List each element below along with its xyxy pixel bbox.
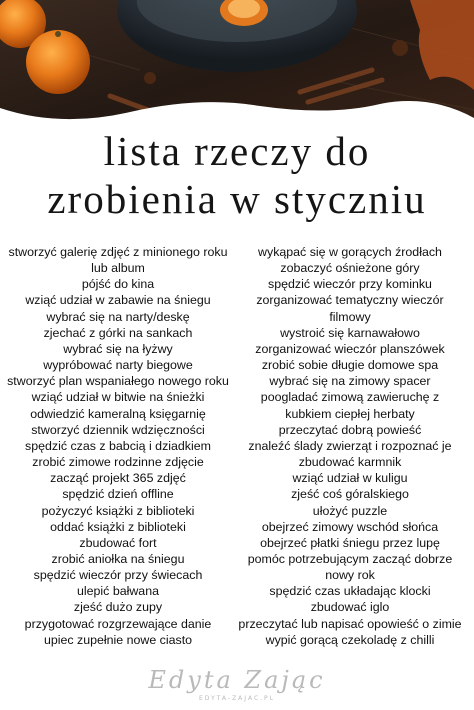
list-item: przygotować rozgrzewające danie — [24, 616, 212, 631]
list-item: wybrać się na narty/deskę — [46, 309, 190, 324]
list-item: spędzić dzień offline — [62, 487, 174, 502]
list-item: wypróbować narty biegowe — [43, 358, 193, 373]
list-item: wziąć udział w kuligu — [292, 471, 408, 486]
list-item: zbudować fort — [79, 535, 157, 550]
list-item: zbudować karmnik — [298, 455, 402, 470]
list-item: ułożyć puzzle — [312, 503, 388, 518]
list-item: wystroić się karnawałowo — [280, 325, 420, 340]
list-item: kubkiem ciepłej herbaty — [285, 406, 415, 421]
list-item: odwiedzić kameralną księgarnię — [30, 406, 206, 421]
list-item: wykąpać się w gorących źrodłach — [258, 245, 442, 259]
list-item: zorganizować tematyczny wieczór — [256, 293, 444, 308]
list-item: wybrać się na łyżwy — [63, 341, 173, 356]
list-item: oddać książki z biblioteki — [50, 519, 186, 534]
list-item: pomóc potrzebującym zacząć dobrze — [247, 551, 453, 566]
list-item: filmowy — [329, 309, 371, 324]
list-item: wziąć udział w zabawie na śniegu — [25, 293, 211, 308]
list-item: zacząć projekt 365 zdjęć — [50, 471, 186, 486]
list-item: spędzić wieczór przy świecach — [33, 568, 203, 583]
list-item: zbudować iglo — [310, 600, 390, 615]
list-item: stworzyć dziennik wdzięczności — [31, 422, 205, 437]
list-item: przeczytać lub napisać opowieść o zimie — [238, 616, 462, 631]
list-item: zobaczyć ośnieżone góry — [280, 261, 420, 276]
list-item: lub album — [91, 261, 145, 276]
list-item: zjeść dużo zupy — [73, 600, 163, 615]
list-item: pójść do kina — [81, 277, 155, 292]
right-column — [232, 244, 468, 648]
list-item: pożyczyć książki z biblioteki — [41, 503, 195, 518]
list-item: obejrzeć płatki śniegu przez lupę — [260, 535, 440, 550]
list-item: znaleźć ślady zwierząt i rozpoznać je — [248, 438, 452, 453]
list-item: ulepić bałwana — [77, 584, 159, 599]
list-item: wziąć udział w bitwie na śnieżki — [31, 390, 205, 405]
list-item: zrobić sobie długie domowe spa — [261, 358, 439, 373]
signature-logo — [0, 662, 474, 710]
list-item: zorganizować wieczór planszówek — [255, 341, 445, 356]
list-item: stworzyć plan wspaniałego nowego roku — [7, 374, 229, 389]
list-item: upiec zupełnie nowe ciasto — [43, 632, 193, 647]
list-item: wypić gorącą czekoladę z chilli — [265, 632, 435, 647]
list-item: obejrzeć zimowy wschód słońca — [261, 519, 439, 534]
list-item: zjeść coś góralskiego — [291, 487, 409, 502]
page-title-line-1: lista rzeczy do — [103, 128, 371, 174]
page-title-line-2: zrobienia w styczniu — [47, 176, 427, 222]
header-photo — [0, 0, 474, 140]
list-item: zrobić zimowe rodzinne zdjęcie — [32, 455, 204, 470]
list-item: stworzyć galerię zdjęć z minionego roku — [8, 245, 228, 259]
list-item: wybrać się na zimowy spacer — [269, 374, 431, 389]
list-item: zrobić aniołka na śniegu — [51, 551, 185, 566]
list-item: zjechać z górki na sankach — [43, 325, 193, 340]
orange-2 — [26, 30, 90, 94]
signature-site: EDYTA-ZAJAC.PL — [198, 695, 276, 702]
list-item: przeczytać dobrą powieść — [278, 422, 422, 437]
list-item: spędzić czas z babcią i dziadkiem — [25, 438, 211, 453]
list-item: spędzić czas układając klocki — [269, 584, 431, 599]
list-item: spędzić wieczór przy kominku — [268, 277, 432, 292]
list-item: poogladać zimową zawieruchę z — [260, 390, 440, 405]
list-item: nowy rok — [325, 568, 375, 583]
left-column — [0, 244, 236, 648]
signature-script: Edyta Zając — [148, 666, 326, 694]
